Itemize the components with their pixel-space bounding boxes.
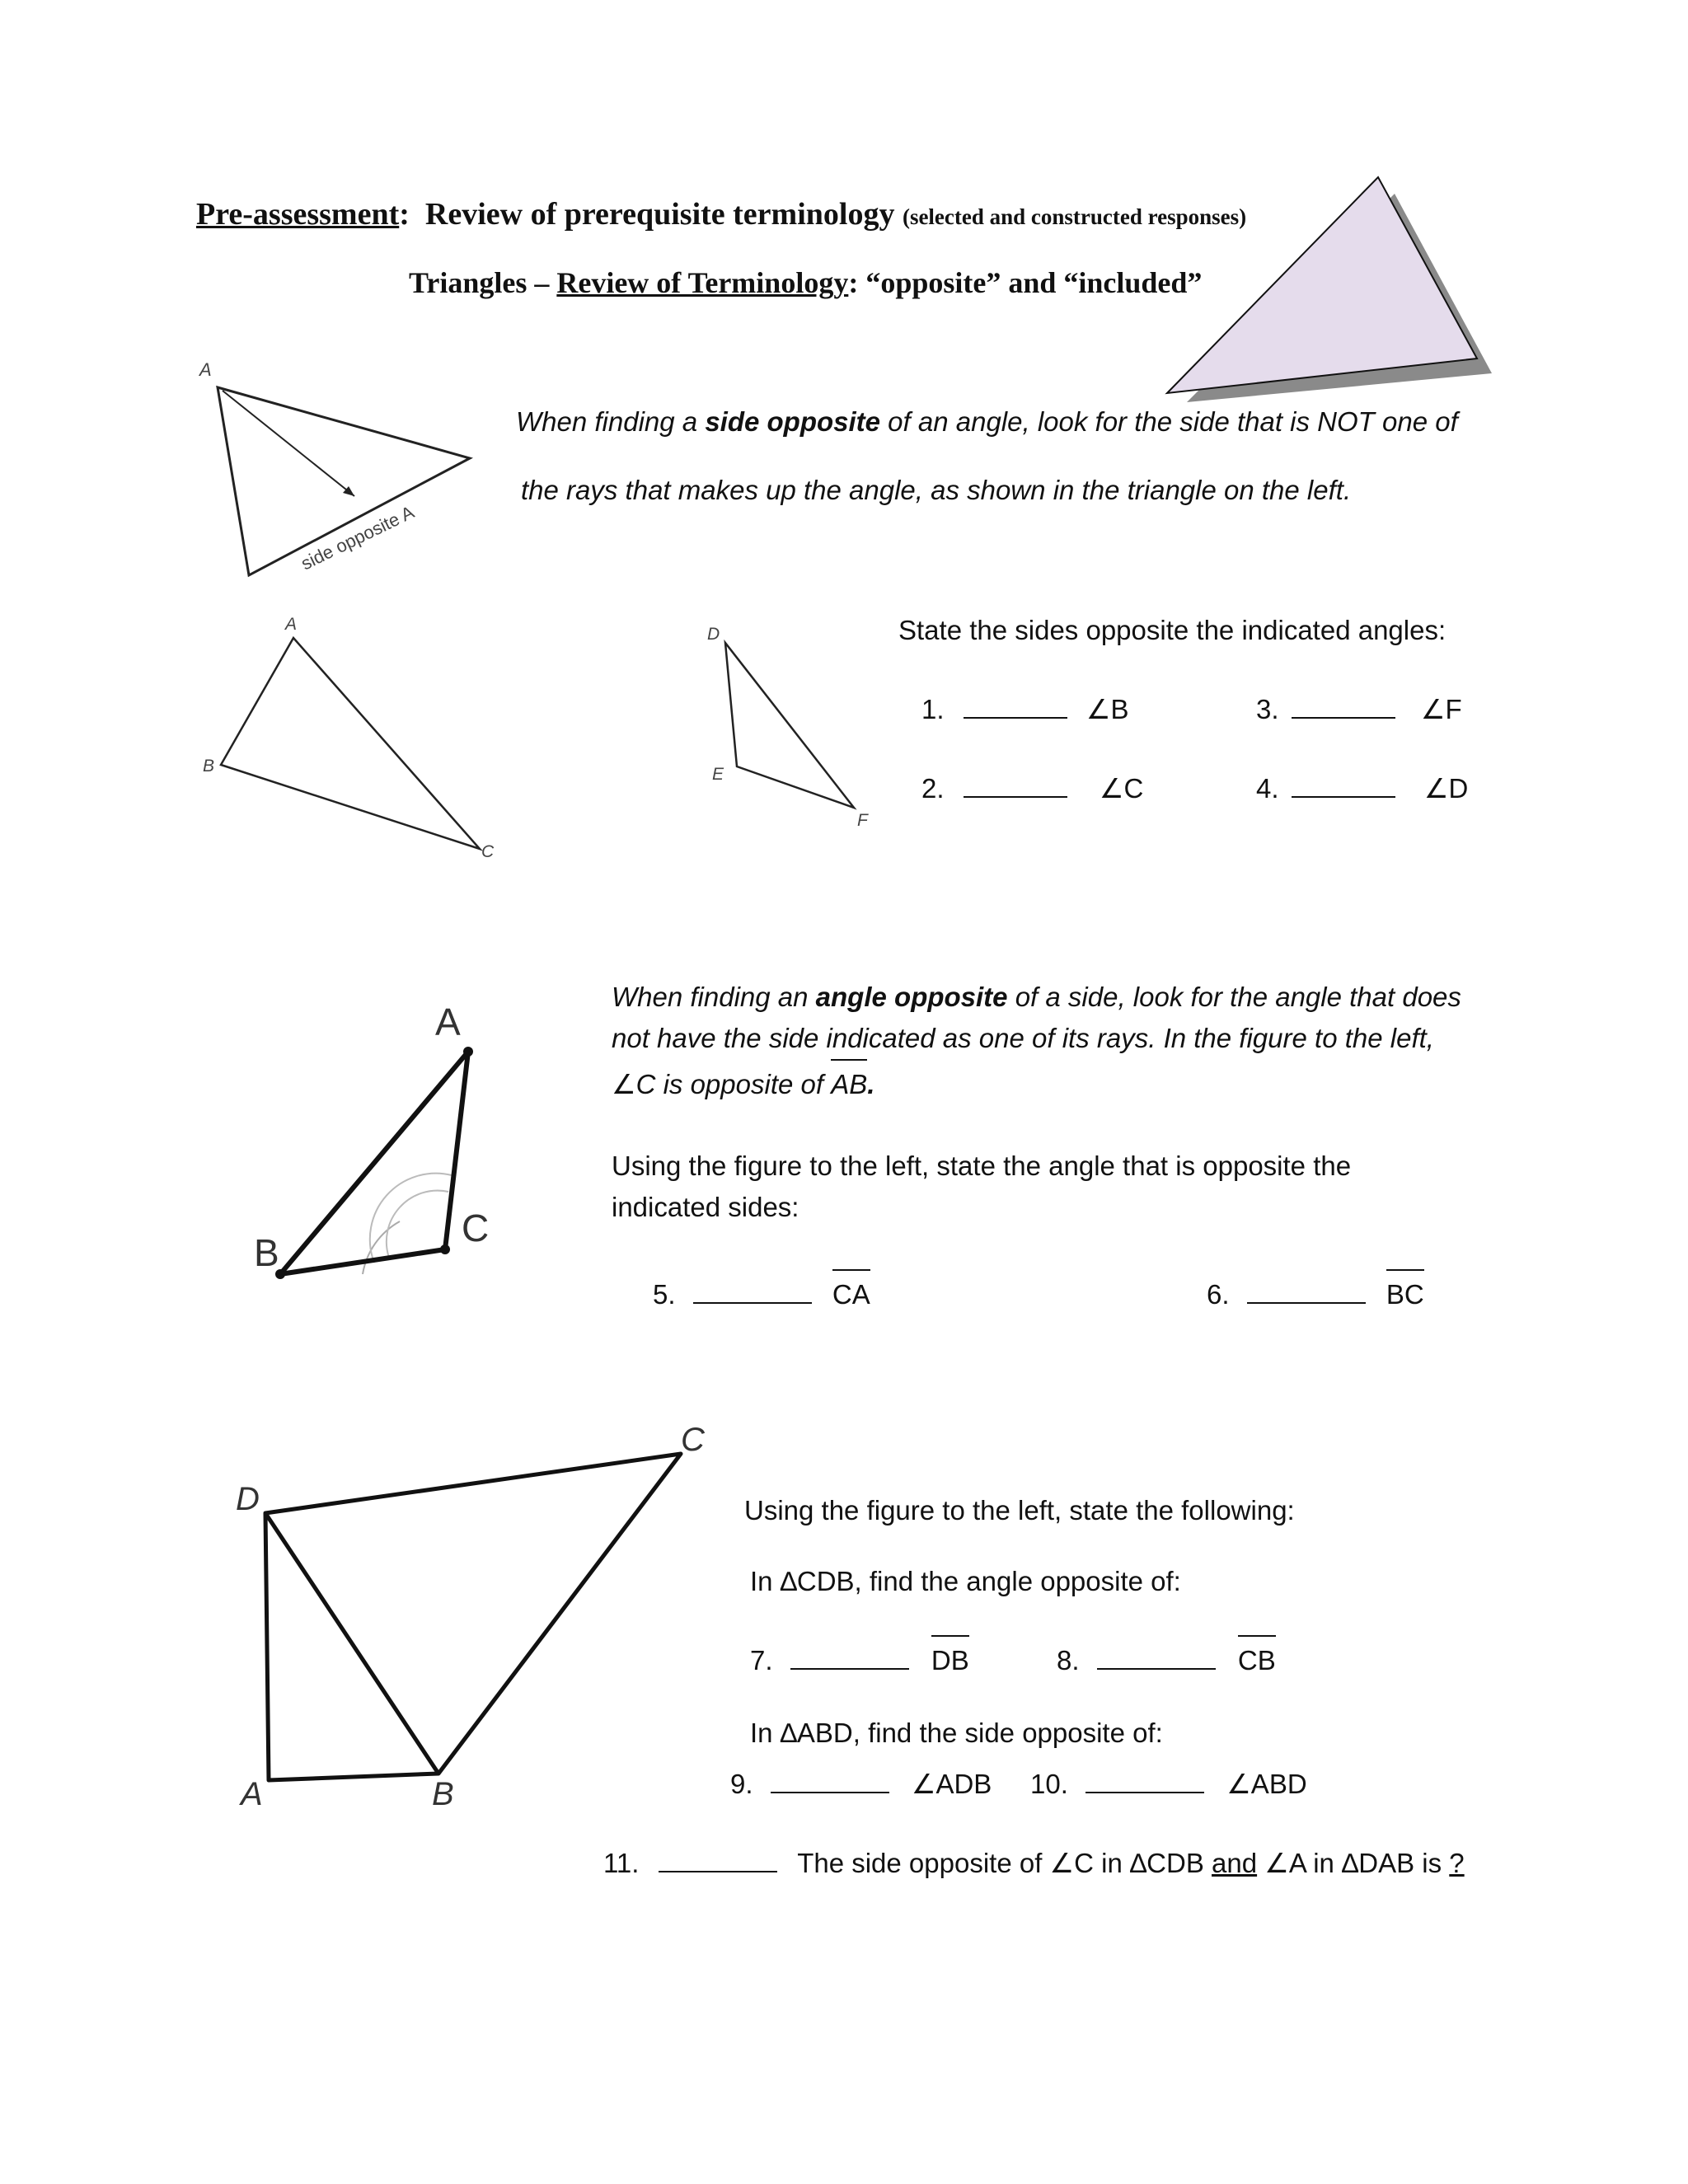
question-1: 1. ∠B — [921, 694, 1129, 724]
in-cdb-prompt: In ∆CDB, find the angle opposite of: — [750, 1566, 1181, 1596]
bold-triangle — [280, 1052, 468, 1274]
question-7: 7. DB — [750, 1640, 969, 1681]
answer-blank-6[interactable] — [1247, 1277, 1366, 1304]
answer-blank-4[interactable] — [1292, 771, 1395, 798]
side-opposite-instruction: When finding a side opposite of an angle, look for the side that is NOT one of the rays that makes up the angle, as shown in the triangle on the left. — [516, 406, 1458, 505]
triangle-abc-arcs — [247, 989, 519, 1302]
question-4: 4. ∠D — [1256, 773, 1469, 804]
vertex-e: E — [712, 765, 724, 784]
vertex-d: D — [707, 625, 720, 644]
question-8: 8. CB — [1057, 1640, 1276, 1681]
vertex-b: B — [432, 1776, 454, 1805]
pre-assessment-label: Pre-assessment — [196, 197, 400, 232]
answer-blank-2[interactable] — [964, 771, 1067, 798]
segment-ab: AB — [831, 1064, 867, 1105]
page-title: Pre-assessment: Review of prerequisite terminology (selected and constructed responses) — [196, 197, 1247, 232]
question-6: 6. BC — [1207, 1274, 1424, 1315]
title-main: Review of prerequisite terminology — [424, 197, 895, 232]
answer-blank-1[interactable] — [964, 692, 1067, 719]
answer-blank-5[interactable] — [693, 1277, 812, 1304]
vertex-c: C — [481, 842, 495, 861]
question-11: 11. The side opposite of ∠C in ∆CDB and ∠A in ∆DAB is ? — [603, 1848, 1465, 1878]
angle-opposite-instruction: When finding an angle opposite of a side, look for the angle that does not have the side indicated as one of its rays. In the figure to the left, ∠C is opposite of AB. — [612, 977, 1601, 1105]
side-opposite-figure — [190, 354, 486, 593]
triangle-abc — [196, 610, 501, 865]
angle-opposite-prompt: Using the figure to the left, state the angle that is opposite the indicated sides: — [612, 1151, 1352, 1222]
in-abd-prompt: In ∆ABD, find the side opposite of: — [750, 1718, 1163, 1748]
segment-db: DB — [931, 1640, 969, 1681]
vertex-a: A — [285, 615, 298, 634]
question-10: 10. ∠ABD — [1030, 1769, 1307, 1799]
answer-blank-10[interactable] — [1085, 1767, 1204, 1793]
decorative-triangle-icon — [1154, 169, 1517, 408]
vertex-c: C — [462, 1207, 490, 1249]
answer-blank-3[interactable] — [1292, 692, 1395, 719]
question-2: 2. ∠C — [921, 773, 1144, 804]
vertex-d: D — [236, 1481, 260, 1517]
segment-ca: CA — [832, 1274, 870, 1315]
following-prompt: Using the figure to the left, state the following: — [744, 1495, 1295, 1526]
subtitle: Triangles – Review of Terminology: “opposite” and “included” — [409, 266, 1203, 299]
question-5: 5. CA — [653, 1274, 870, 1315]
vertex-c: C — [681, 1422, 705, 1458]
segment-bc: BC — [1386, 1274, 1424, 1315]
outer-shape — [265, 1454, 681, 1780]
diagonal-db — [265, 1513, 438, 1774]
angle-arc-b — [363, 1221, 400, 1274]
vertex-f: F — [857, 811, 868, 830]
answer-blank-8[interactable] — [1097, 1643, 1216, 1670]
answer-blank-9[interactable] — [771, 1767, 889, 1793]
title-sub: (selected and constructed responses) — [902, 204, 1247, 229]
answer-blank-7[interactable] — [790, 1643, 909, 1670]
vertex-b: B — [203, 757, 215, 776]
vertex-label-a: A — [199, 359, 212, 380]
answer-blank-11[interactable] — [659, 1846, 777, 1872]
quadrilateral-abcd — [223, 1418, 734, 1805]
triangle-def — [701, 618, 882, 832]
vertex-b: B — [254, 1231, 279, 1274]
side-opposite-label: side opposite A — [298, 501, 418, 574]
vertex-a: A — [241, 1776, 263, 1805]
vertex-a: A — [435, 1001, 461, 1043]
question-9: 9. ∠ADB — [730, 1769, 992, 1799]
segment-cb: CB — [1238, 1640, 1276, 1681]
side-opposite-prompt: State the sides opposite the indicated angles: — [898, 615, 1447, 645]
question-3: 3. ∠F — [1256, 694, 1462, 724]
